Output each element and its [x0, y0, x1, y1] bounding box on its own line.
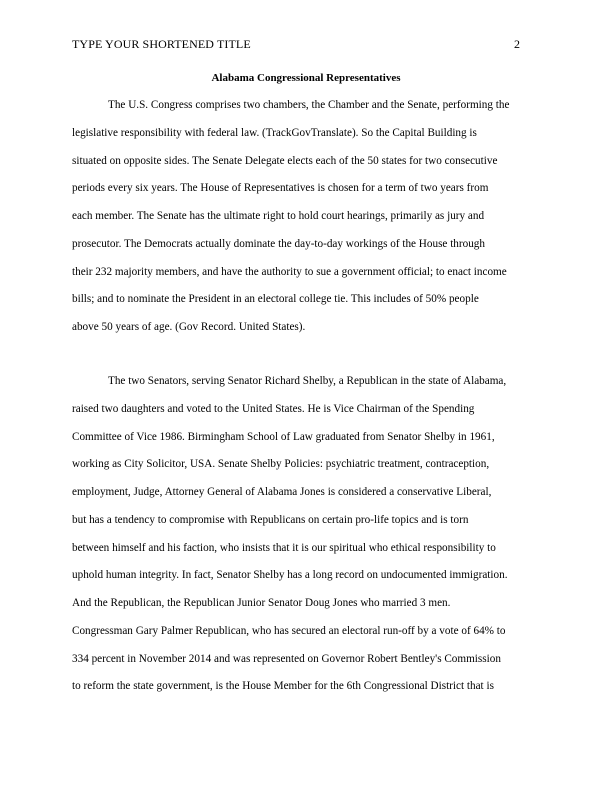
paragraph-line: to reform the state government, is the House Member for the 6th Congressional District that is: [72, 680, 494, 693]
paragraph-1: [72, 92, 542, 342]
paragraph-2: [72, 368, 542, 701]
paragraph-line: above 50 years of age. (Gov Record. United States).: [72, 321, 306, 333]
paragraph-line: bills; and to nominate the President in an electoral college tie. This includes of 50% people: [72, 293, 479, 306]
paragraph-line: periods every six years. The House of Representatives is chosen for a term of two years from: [72, 182, 489, 195]
paragraph-line: Committee of Vice 1986. Birmingham School of Law graduated from Senator Shelby in 1961,: [72, 430, 495, 443]
paragraph-line: working as City Solicitor, USA. Senate Shelby Policies: psychiatric treatment, contraception,: [72, 458, 490, 471]
running-title: TYPE YOUR SHORTENED TITLE: [72, 37, 251, 51]
running-header: [72, 36, 540, 52]
paragraph-line: The two Senators, serving Senator Richard Shelby, a Republican in the state of Alabama,: [108, 375, 507, 387]
document-title: Alabama Congressional Representatives: [211, 72, 401, 84]
paragraph-line: but has a tendency to compromise with Republicans on certain pro-life topics and is torn: [72, 513, 469, 526]
paragraph-line: raised two daughters and voted to the United States. He is Vice Chairman of the Spending: [72, 402, 475, 415]
paragraph-line: each member. The Senate has the ultimate right to hold court hearings, primarily as jury and: [72, 210, 485, 222]
paragraph-line: situated on opposite sides. The Senate Delegate elects each of the 50 states for two consecutive: [72, 154, 498, 167]
paragraph-line: uphold human integrity. In fact, Senator Shelby has a long record on undocumented immigration.: [72, 569, 508, 582]
paragraph-line: between himself and his faction, who insists that it is our spiritual who ethical responsibility to: [72, 541, 496, 554]
paragraph-line: their 232 majority members, and have the authority to sue a government official; to enact income: [72, 265, 507, 278]
paragraph-line: And the Republican, the Republican Junior Senator Doug Jones who married 3 men.: [72, 597, 451, 609]
paragraph-line: Congressman Gary Palmer Republican, who has secured an electoral run-off by a vote of 64% to: [72, 624, 506, 637]
paragraph-line: legislative responsibility with federal law. (TrackGovTranslate). So the Capital Building is: [72, 126, 477, 139]
paragraph-line: 334 percent in November 2014 and was represented on Governor Robert Bentley's Commission: [72, 652, 501, 665]
paragraph-line: employment, Judge, Attorney General of Alabama Jones is considered a conservative Liberal,: [72, 486, 492, 498]
paragraph-line: prosecutor. The Democrats actually dominate the day-to-day workings of the House through: [72, 237, 485, 250]
page-number: 2: [514, 37, 520, 51]
paragraph-line: The U.S. Congress comprises two chambers, the Chamber and the Senate, performing the: [108, 99, 510, 111]
